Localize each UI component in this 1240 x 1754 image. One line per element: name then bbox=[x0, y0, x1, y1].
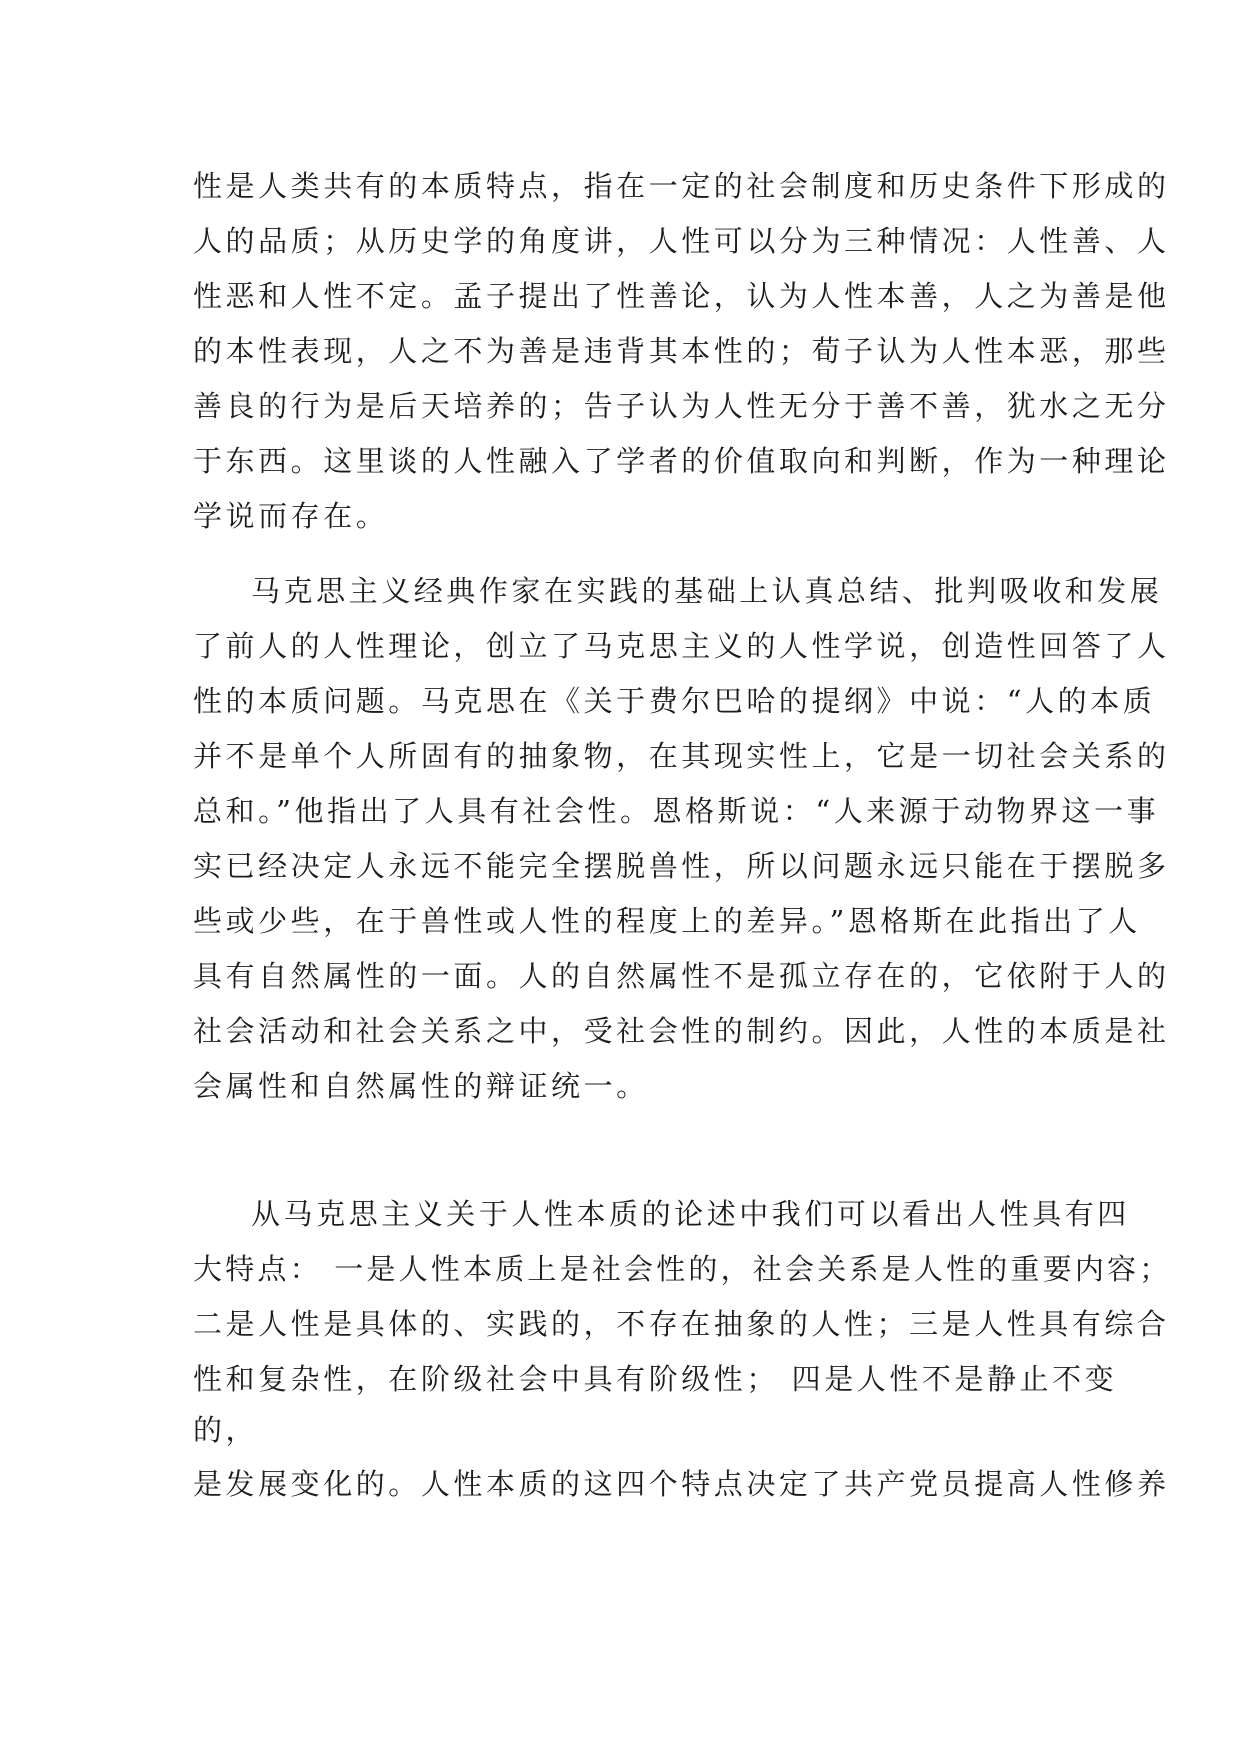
text-line: 性是人类共有的本质特点，指在一定的社会制度和历史条件下形成的 bbox=[193, 169, 1170, 203]
text-line: 总和。”他指出了人具有社会性。恩格斯说：“人来源于动物界这一事 bbox=[193, 794, 1160, 828]
text-line: 些或少些，在于兽性或人性的程度上的差异。”恩格斯在此指出了人 bbox=[193, 904, 1141, 938]
text-line: 性恶和人性不定。孟子提出了性善论，认为人性本善，人之为善是他 bbox=[193, 279, 1170, 313]
text-line: 从马克思主义关于人性本质的论述中我们可以看出人性具有四 bbox=[251, 1197, 1130, 1231]
text-line: 人的品质；从历史学的角度讲，人性可以分为三种情况：人性善、人 bbox=[193, 224, 1170, 258]
text-line: 善良的行为是后天培养的；告子认为人性无分于善不善，犹水之无分 bbox=[193, 389, 1170, 423]
text-line: 于东西。这里谈的人性融入了学者的价值取向和判断，作为一种理论 bbox=[193, 444, 1170, 478]
text-line: 学说而存在。 bbox=[193, 499, 389, 533]
text-line: 的本性表现，人之不为善是违背其本性的；荀子认为人性本恶，那些 bbox=[193, 334, 1170, 368]
text-line: 会属性和自然属性的辩证统一。 bbox=[193, 1069, 649, 1103]
text-line: 实已经决定人永远不能完全摆脱兽性，所以问题永远只能在于摆脱多 bbox=[193, 849, 1170, 883]
text-line: 马克思主义经典作家在实践的基础上认真总结、批判吸收和发展 bbox=[251, 574, 1163, 608]
text-line: 并不是单个人所固有的抽象物，在其现实性上，它是一切社会关系的 bbox=[193, 739, 1170, 773]
text-line: 大特点： 一是人性本质上是社会性的，社会关系是人性的重要内容； bbox=[193, 1252, 1172, 1286]
text-line: 性和复杂性，在阶级社会中具有阶级性； 四是人性不是静止不变 bbox=[193, 1362, 1118, 1396]
text-line: 了前人的人性理论，创立了马克思主义的人性学说，创造性回答了人 bbox=[193, 629, 1170, 663]
text-line: 的， bbox=[193, 1413, 259, 1447]
text-line: 具有自然属性的一面。人的自然属性不是孤立存在的，它依附于人的 bbox=[193, 959, 1170, 993]
text-line: 是发展变化的。人性本质的这四个特点决定了共产党员提高人性修养 bbox=[193, 1467, 1170, 1501]
text-line: 二是人性是具体的、实践的，不存在抽象的人性；三是人性具有综合 bbox=[193, 1307, 1170, 1341]
text-line: 社会活动和社会关系之中，受社会性的制约。因此，人性的本质是社 bbox=[193, 1014, 1170, 1048]
text-line: 性的本质问题。马克思在《关于费尔巴哈的提纲》中说：“人的本质 bbox=[193, 684, 1156, 718]
